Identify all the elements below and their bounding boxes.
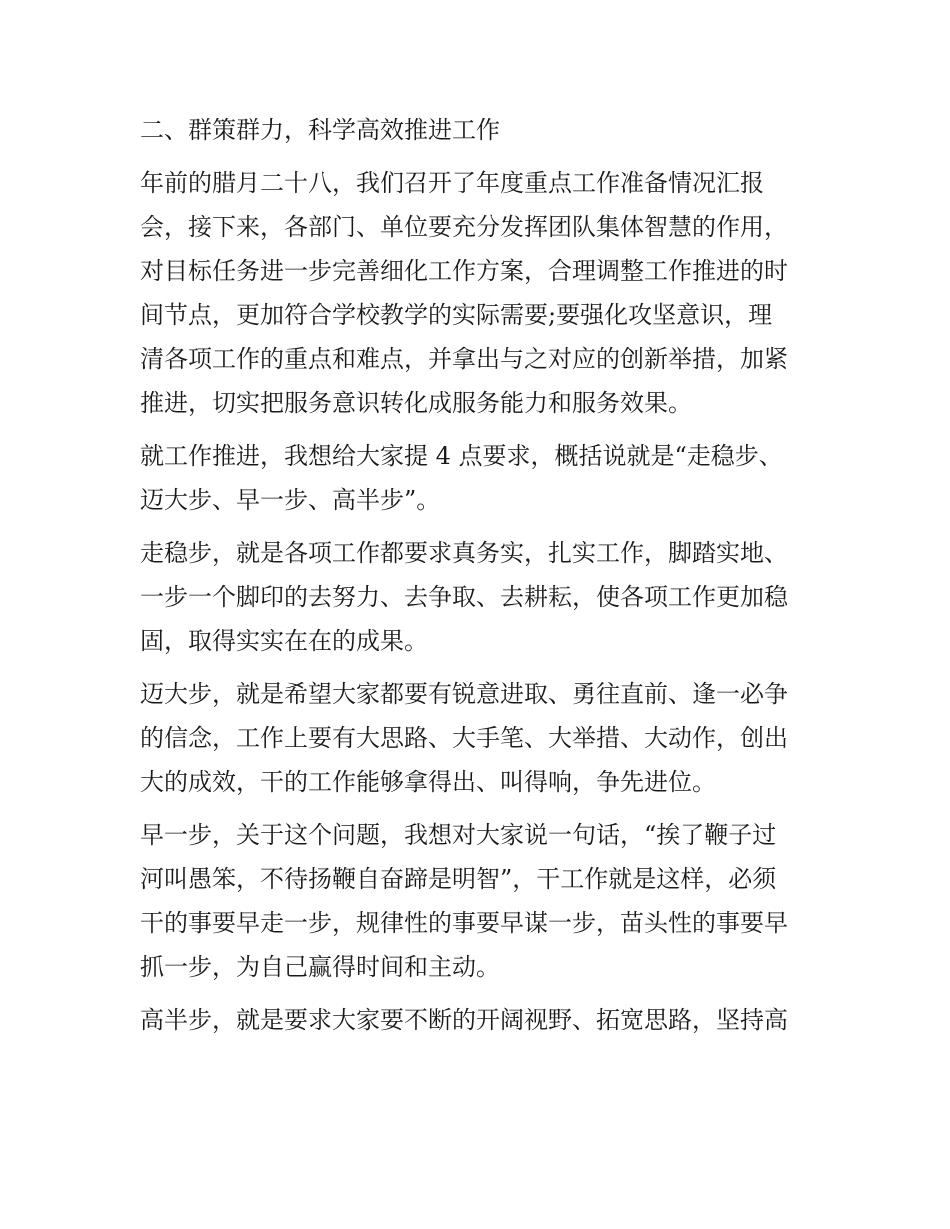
paragraph-5 — [140, 813, 820, 989]
text-line: 清各项工作的重点和难点，并拿出与之对应的创新举措，加紧 — [140, 345, 788, 373]
paragraph-6 — [140, 998, 820, 1042]
text-line: 干的事要早走一步，规律性的事要早谋一步，苗头性的事要早 — [140, 909, 788, 937]
text-line: 走稳步，就是各项工作都要求真务实，扎实工作，脚踏实地、 — [140, 539, 788, 567]
text-line: 一步一个脚印的去努力、去争取、去耕耘，使各项工作更加稳 — [140, 583, 788, 611]
text-line: 就工作推进，我想给大家提 4 点要求，概括说就是“走稳步、 — [140, 442, 783, 470]
paragraph-4 — [140, 672, 820, 804]
paragraph-3 — [140, 531, 820, 663]
section-heading: 二、群策群力，科学高效推进工作 — [140, 116, 500, 144]
text-line: 固，取得实实在在的成果。 — [140, 627, 428, 655]
text-line: 间节点，更加符合学校教学的实际需要;要强化攻坚意识，理 — [140, 301, 773, 329]
text-line: 会，接下来，各部门、单位要充分发挥团队集体智慧的作用， — [140, 213, 788, 241]
text-line: 对目标任务进一步完善细化工作方案，合理调整工作推进的时 — [140, 257, 788, 285]
text-line: 年前的腊月二十八，我们召开了年度重点工作准备情况汇报 — [140, 169, 764, 197]
text-line: 河叫愚笨，不待扬鞭自奋蹄是明智”，干工作就是这样，必须 — [140, 865, 777, 893]
paragraph-1 — [140, 161, 820, 425]
text-line: 抓一步，为自己赢得时间和主动。 — [140, 953, 500, 981]
text-line: 迈大步，就是希望大家都要有锐意进取、勇往直前、逢一必争 — [140, 680, 788, 708]
text-line: 迈大步、早一步、高半步”。 — [140, 486, 441, 514]
document-body — [140, 108, 820, 1042]
text-line: 早一步，关于这个问题，我想对大家说一句话，“挨了鞭子过 — [140, 821, 777, 849]
text-line: 高半步，就是要求大家要不断的开阔视野、拓宽思路，坚持高 — [140, 1006, 788, 1034]
text-line: 的信念，工作上要有大思路、大手笔、大举措、大动作，创出 — [140, 724, 788, 752]
text-line: 大的成效，干的工作能够拿得出、叫得响，争先进位。 — [140, 768, 716, 796]
text-line: 推进，切实把服务意识转化成服务能力和服务效果。 — [140, 389, 692, 417]
paragraph-2 — [140, 434, 820, 522]
